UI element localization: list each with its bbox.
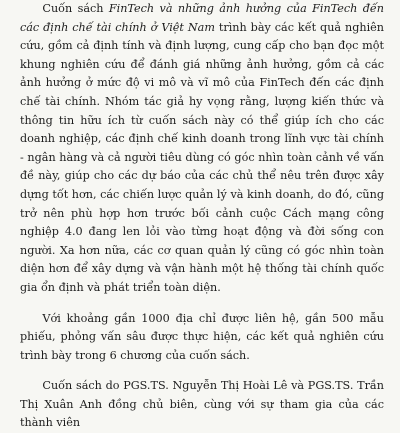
paragraph-1-body: trình bày các kết quả nghiên cứu, gồm cả định tính và định lượng, cung cấp cho bạn đọc một khung nghiên cứu để đánh giá những ảnh hưởng, gồm cả các ảnh hưởng ở mức độ vi mô và vĩ mô của FinTech đến các định chế tài chính. Nhóm tác giả hy vọng rằng, lượng kiến thức và thông tin hữu ích từ cuốn sách này có thể giúp ích cho các doanh nghiệp, các định chế kinh doanh trong lĩnh vực tài chính - ngân hàng và cả người tiêu dùng có góc nhìn toàn cảnh về vấn đề này, giúp cho các dự báo của các chủ thể nêu trên được xây dựng tốt hơn, các chiến lược quản lý và kinh doanh, do đó, cũng trở nên phù hợp hơn trước bối cảnh cuộc Cách mạng công nghiệp 4.0 đang len lỏi vào từng hoạt động và đời sống con người. Xa hơn nữa, các cơ quan quản lý cũng có góc nhìn toàn diện hơn để xây dựng và vận hành một hệ thống tài chính quốc gia ổn định và phát triển toàn diện.	[20, 20, 384, 294]
paragraph-book-summary	[20, 0, 384, 298]
book-page-text	[20, 0, 384, 433]
paragraph-research-scope: Với khoảng gần 1000 địa chỉ được liên hệ, gần 500 mẫu phiếu, phỏng vấn sâu được thực hiện, các kết quả nghiên cứu trình bày trong 6 chương của cuốn sách.	[20, 311, 384, 362]
book-title: FinTech và những ảnh hưởng của FinTech đến các định chế tài chính ở Việt Nam	[20, 2, 385, 34]
paragraph-authors: Cuốn sách do PGS.TS. Nguyễn Thị Hoài Lê và PGS.TS. Trần Thị Xuân Anh đồng chủ biên, cùng với sự tham gia của các thành viên	[20, 379, 384, 430]
paragraph-1-intro: Cuốn sách	[42, 2, 109, 15]
